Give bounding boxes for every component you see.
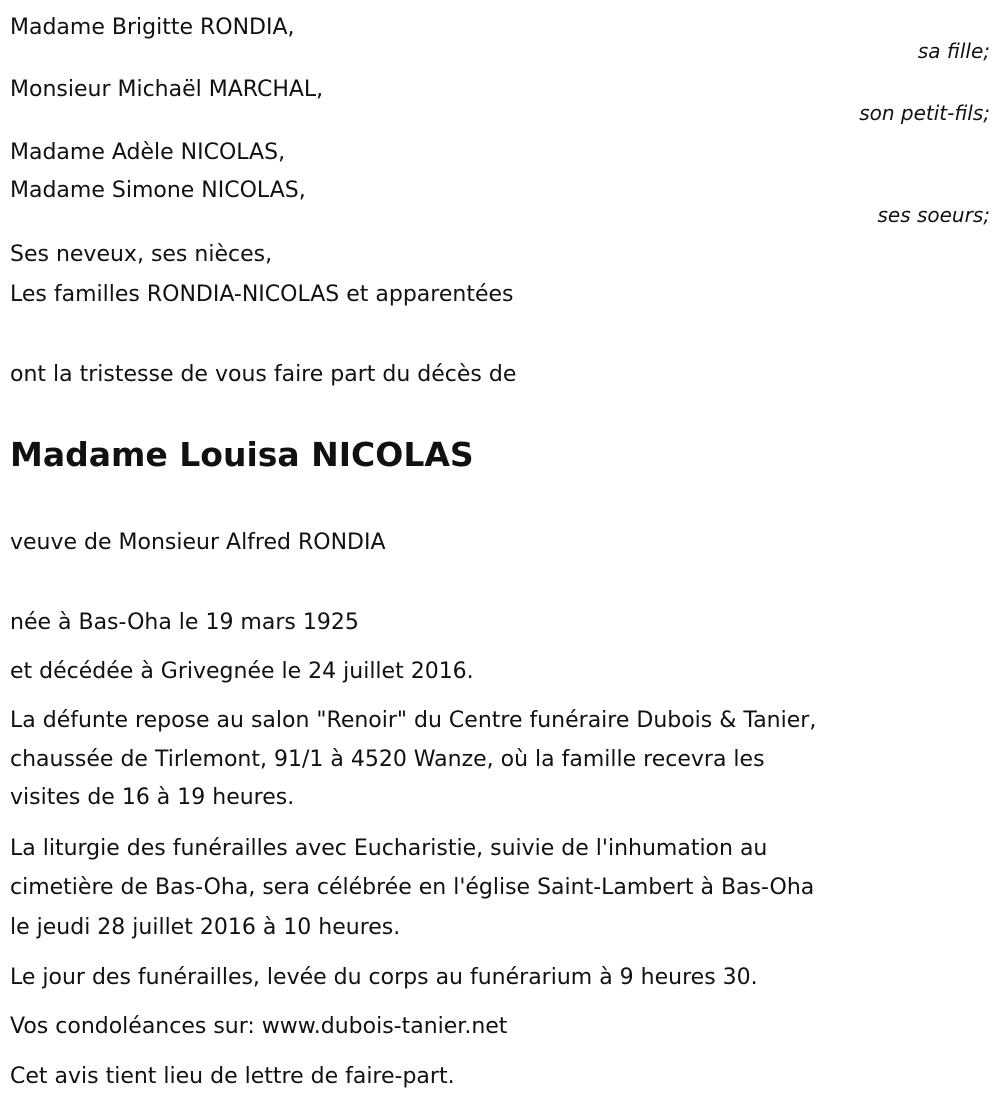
intro-text: ont la tristesse de vous faire part du décès de: [10, 362, 517, 387]
family-name: Madame Simone NICOLAS,: [10, 178, 306, 203]
visits-line: La défunte repose au salon "Renoir" du Centre funéraire Dubois & Tanier,: [10, 708, 817, 733]
liturgy-line: La liturgie des funérailles avec Eucharistie, suivie de l'inhumation au: [10, 836, 768, 861]
family-name: Madame Brigitte RONDIA,: [10, 15, 295, 40]
visits-line: chaussée de Tirlemont, 91/1 à 4520 Wanze, où la famille recevra les: [10, 747, 765, 772]
other-relatives: Les familles RONDIA-NICOLAS et apparentées: [10, 282, 514, 307]
family-relation: ses soeurs;: [877, 203, 990, 227]
other-relatives: Ses neveux, ses nièces,: [10, 242, 273, 267]
condolences-text: Vos condoléances sur: www.dubois-tanier.net: [10, 1014, 508, 1039]
family-name: Monsieur Michaël MARCHAL,: [10, 77, 324, 102]
visits-line: visites de 16 à 19 heures.: [10, 785, 295, 810]
liturgy-line: le jeudi 28 juillet 2016 à 10 heures.: [10, 915, 401, 940]
family-relation: son petit-fils;: [859, 101, 990, 125]
widow-of: veuve de Monsieur Alfred RONDIA: [10, 530, 386, 555]
family-relation: sa fille;: [917, 39, 990, 63]
levee-text: Le jour des funérailles, levée du corps au funérarium à 9 heures 30.: [10, 965, 758, 990]
liturgy-line: cimetière de Bas-Oha, sera célébrée en l'église Saint-Lambert à Bas-Oha: [10, 875, 815, 900]
birth-info: née à Bas-Oha le 19 mars 1925: [10, 610, 359, 635]
notice-text: Cet avis tient lieu de lettre de faire-part.: [10, 1064, 455, 1089]
family-name: Madame Adèle NICOLAS,: [10, 140, 286, 165]
death-info: et décédée à Grivegnée le 24 juillet 2016.: [10, 659, 474, 684]
deceased-name: Madame Louisa NICOLAS: [10, 435, 474, 474]
